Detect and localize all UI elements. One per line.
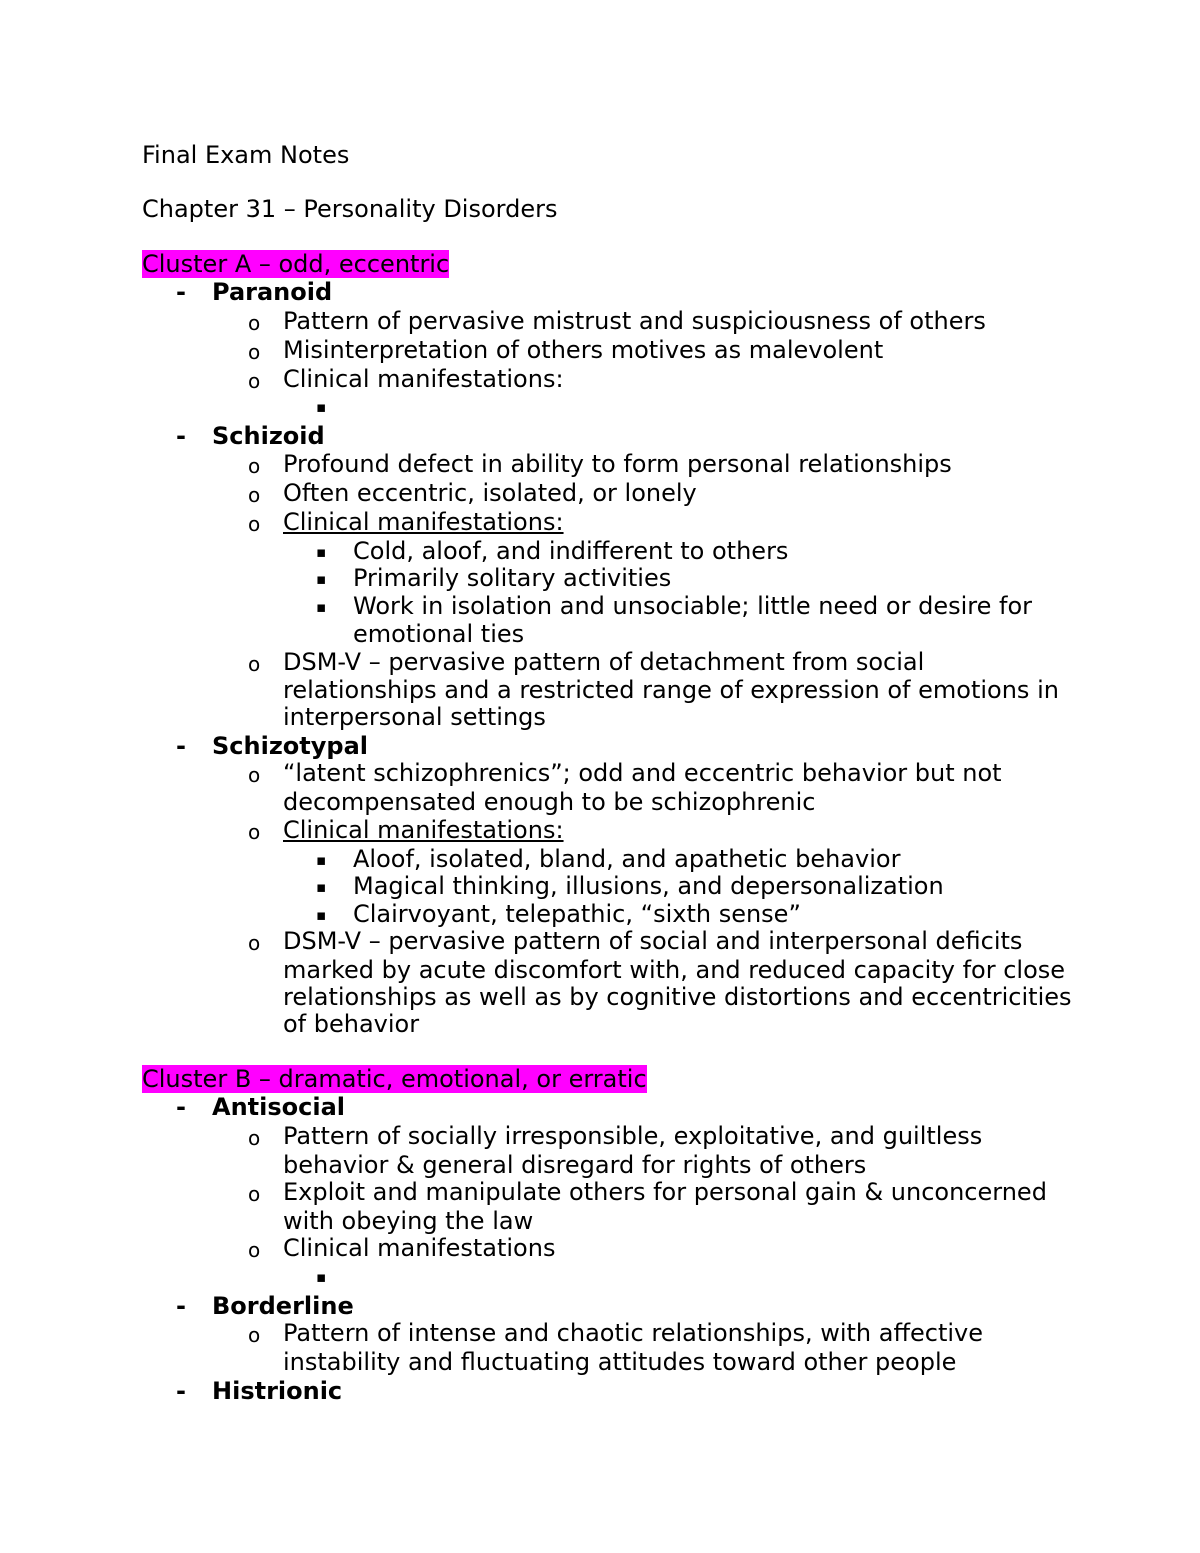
square-bullet: ▪: [316, 570, 327, 588]
list-item: Pattern of socially irresponsible, exploitative, and guiltless: [283, 1122, 983, 1150]
chapter-heading: Chapter 31 – Personality Disorders: [142, 195, 558, 223]
square-bullet: ▪: [316, 1268, 327, 1286]
square-bullet: ▪: [316, 906, 327, 924]
dash-bullet: -: [176, 422, 186, 450]
list-item: relationships and a restricted range of expression of emotions in: [283, 676, 1059, 704]
dash-bullet: -: [176, 1093, 186, 1121]
histrionic-label: Histrionic: [212, 1377, 343, 1405]
list-item: Pattern of pervasive mistrust and suspiciousness of others: [283, 307, 986, 335]
list-item: relationships as well as by cognitive distortions and eccentricities: [283, 983, 1072, 1011]
dash-bullet: -: [176, 732, 186, 760]
square-bullet: ▪: [316, 543, 327, 561]
circle-bullet: o: [248, 369, 261, 393]
borderline-label: Borderline: [212, 1292, 354, 1320]
dash-bullet: -: [176, 1292, 186, 1320]
circle-bullet: o: [248, 652, 261, 676]
circle-bullet: o: [248, 1323, 261, 1347]
list-item: Clinical manifestations:: [283, 816, 564, 844]
list-item: with obeying the law: [283, 1207, 534, 1235]
list-item: marked by acute discomfort with, and reduced capacity for close: [283, 956, 1066, 984]
dash-bullet: -: [176, 1377, 186, 1405]
circle-bullet: o: [248, 1238, 261, 1262]
circle-bullet: o: [248, 931, 261, 955]
list-item: Aloof, isolated, bland, and apathetic behavior: [353, 845, 901, 873]
circle-bullet: o: [248, 483, 261, 507]
list-item: “latent schizophrenics”; odd and eccentric behavior but not: [283, 759, 1002, 787]
circle-bullet: o: [248, 1126, 261, 1150]
circle-bullet: o: [248, 340, 261, 364]
dash-bullet: -: [176, 278, 186, 306]
list-item: interpersonal settings: [283, 703, 546, 731]
list-item: Clinical manifestations:: [283, 508, 564, 536]
list-item: Cold, aloof, and indifferent to others: [353, 537, 789, 565]
list-item: DSM-V – pervasive pattern of detachment from social: [283, 648, 925, 676]
list-item: behavior & general disregard for rights of others: [283, 1151, 867, 1179]
schizoid-label: Schizoid: [212, 422, 325, 450]
circle-bullet: o: [248, 454, 261, 478]
list-item: of behavior: [283, 1010, 420, 1038]
list-item: Work in isolation and unsociable; little need or desire for: [353, 592, 1032, 620]
circle-bullet: o: [248, 820, 261, 844]
list-item: Often eccentric, isolated, or lonely: [283, 479, 697, 507]
square-bullet: ▪: [316, 851, 327, 869]
list-item: Profound defect in ability to form personal relationships: [283, 450, 952, 478]
cluster-b-heading: Cluster B – dramatic, emotional, or erratic: [142, 1065, 647, 1093]
list-item: Pattern of intense and chaotic relationships, with affective: [283, 1319, 984, 1347]
schizotypal-label: Schizotypal: [212, 732, 368, 760]
list-item: Primarily solitary activities: [353, 564, 672, 592]
list-item: Clinical manifestations:: [283, 365, 564, 393]
list-item: DSM-V – pervasive pattern of social and interpersonal deficits: [283, 927, 1023, 955]
antisocial-label: Antisocial: [212, 1093, 346, 1121]
list-item: Misinterpretation of others motives as malevolent: [283, 336, 884, 364]
square-bullet: ▪: [316, 598, 327, 616]
list-item: decompensated enough to be schizophrenic: [283, 788, 816, 816]
square-bullet: ▪: [316, 398, 327, 416]
list-item: instability and fluctuating attitudes toward other people: [283, 1348, 957, 1376]
square-bullet: ▪: [316, 878, 327, 896]
circle-bullet: o: [248, 1182, 261, 1206]
list-item: Clinical manifestations: [283, 1234, 556, 1262]
cluster-a-heading: Cluster A – odd, eccentric: [142, 250, 450, 278]
circle-bullet: o: [248, 763, 261, 787]
paranoid-label: Paranoid: [212, 278, 333, 306]
list-item: Magical thinking, illusions, and depersonalization: [353, 872, 944, 900]
document-title: Final Exam Notes: [142, 141, 350, 169]
list-item: Exploit and manipulate others for personal gain & unconcerned: [283, 1178, 1047, 1206]
circle-bullet: o: [248, 512, 261, 536]
list-item: Clairvoyant, telepathic, “sixth sense”: [353, 900, 801, 928]
list-item: emotional ties: [353, 620, 525, 648]
circle-bullet: o: [248, 311, 261, 335]
